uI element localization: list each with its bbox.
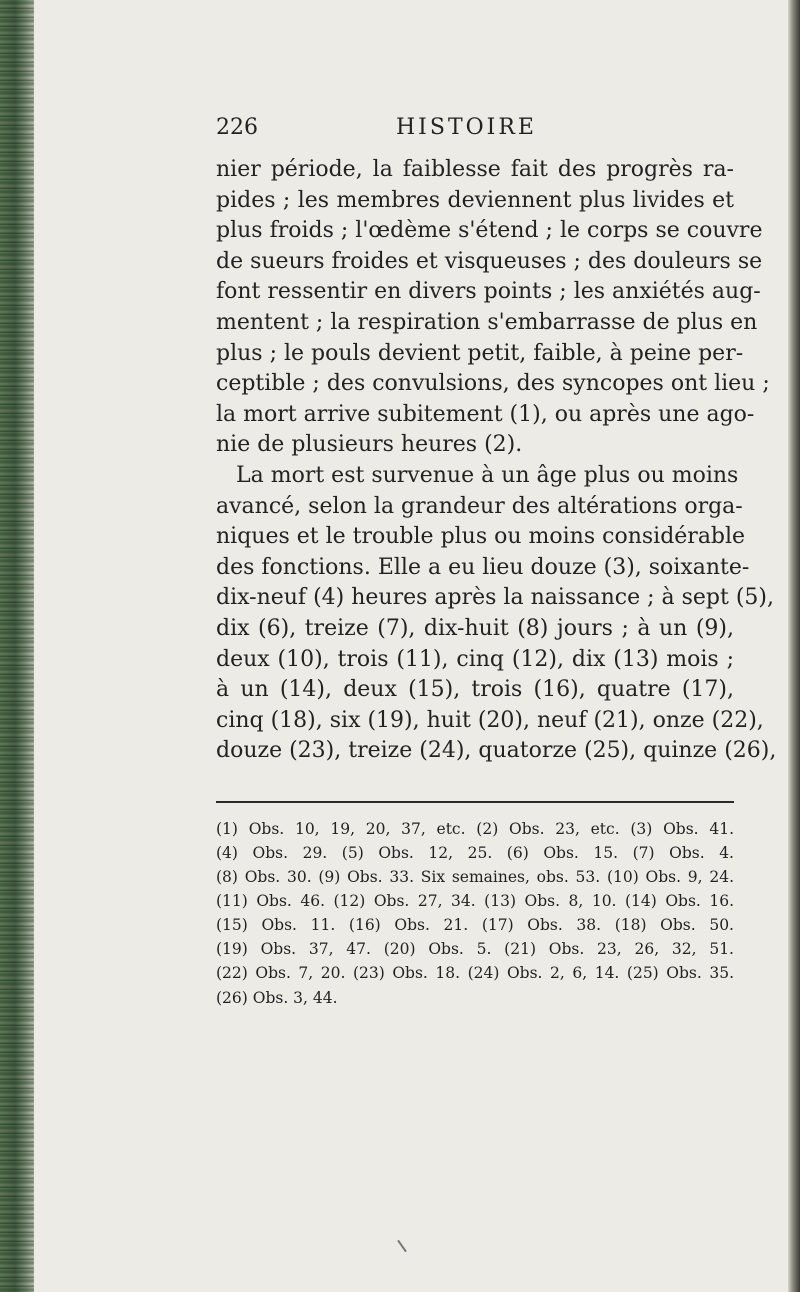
book-page <box>216 115 777 1010</box>
footnote-line: (1) Obs. 10, 19, 20, 37, etc. (2) Obs. 23, etc. (3) Obs. 41. <box>216 819 734 838</box>
footnote-rule <box>216 801 734 803</box>
text-line: de sueurs froides et visqueuses ; des douleurs se <box>216 248 763 274</box>
text-line: dix-neuf (4) heures après la naissance ; à sept (5), <box>216 585 774 611</box>
footnote-line: (19) Obs. 37, 47. (20) Obs. 5. (21) Obs. 23, 26, 32, 51. <box>216 940 734 959</box>
text-line: dix (6), treize (7), dix-huit (8) jours ; à un (9), <box>216 615 734 641</box>
text-line: douze (23), treize (24), quatorze (25), quinze (26), <box>216 738 777 764</box>
text-line: font ressentir en divers points ; les anxiétés aug- <box>216 279 761 305</box>
text-line: nier période, la faiblesse fait des progrès ra- <box>216 157 734 182</box>
page-number: 226 <box>216 115 258 140</box>
footnote-line: (26) Obs. 3, 44. <box>216 988 338 1007</box>
footnote-line: (22) Obs. 7, 20. (23) Obs. 18. (24) Obs. 2, 6, 14. (25) Obs. 35. <box>216 964 734 983</box>
text-line: la mort arrive subitement (1), ou après une ago- <box>216 401 755 427</box>
text-line: ceptible ; des convulsions, des syncopes ont lieu ; <box>216 371 770 397</box>
stray-ink-mark <box>397 1240 407 1253</box>
text-line: plus ; le pouls devient petit, faible, à peine per- <box>216 340 744 366</box>
footnote-line: (4) Obs. 29. (5) Obs. 12, 25. (6) Obs. 15. (7) Obs. 4. <box>216 843 734 862</box>
text-line: niques et le trouble plus ou moins considérable <box>216 524 746 550</box>
running-title: HISTOIRE <box>396 115 537 140</box>
page-header <box>216 115 734 155</box>
text-line: mentent ; la respiration s'embarrasse de plus en <box>216 309 758 335</box>
scan-right-edge <box>788 0 800 1292</box>
text-line: cinq (18), six (19), huit (20), neuf (21), onze (22), <box>216 707 764 733</box>
footnote-line: (11) Obs. 46. (12) Obs. 27, 34. (13) Obs. 8, 10. (14) Obs. 16. <box>216 892 734 911</box>
text-line: deux (10), trois (11), cinq (12), dix (13) mois ; <box>216 646 734 672</box>
body-text <box>216 155 777 767</box>
text-line: des fonctions. Elle a eu lieu douze (3), soixante- <box>216 554 750 580</box>
footnote-line: (15) Obs. 11. (16) Obs. 21. (17) Obs. 38. (18) Obs. 50. <box>216 916 734 935</box>
text-line: avancé, selon la grandeur des altérations orga- <box>216 493 743 519</box>
text-line: pides ; les membres deviennent plus livides et <box>216 187 734 213</box>
text-line: plus froids ; l'œdème s'étend ; le corps se couvre <box>216 218 763 244</box>
scan-binding-edge <box>0 0 34 1292</box>
footnotes <box>216 817 734 1010</box>
text-line: La mort est survenue à un âge plus ou moins <box>236 462 739 488</box>
footnote-line: (8) Obs. 30. (9) Obs. 33. Six semaines, obs. 53. (10) Obs. 9, 24. <box>216 868 734 887</box>
text-line: nie de plusieurs heures (2). <box>216 432 523 458</box>
text-line: à un (14), deux (15), trois (16), quatre (17), <box>216 677 734 703</box>
